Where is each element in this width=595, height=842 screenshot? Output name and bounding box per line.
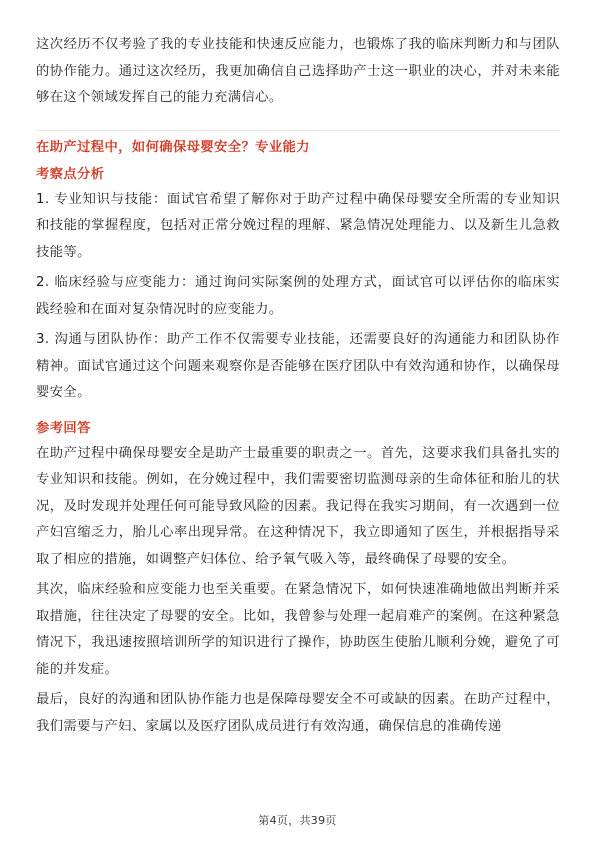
intro-paragraph: 这次经历不仅考验了我的专业技能和快速反应能力，也锻炼了我的临床判断力和与团队的协作能力。通过这次经历，我更加确信自己选择助产士这一职业的决心，并对未来能够在这个领域发挥自己的能力充满信心。: [36, 37, 560, 105]
answer-paragraph: 在助产过程中确保母婴安全是助产士最重要的职责之一。首先，这要求我们具备扎实的专业知识和技能。例如，在分娩过程中，我们需要密切监测母亲的生命体征和胎儿的状况，及时发现并处理任何可能导致风险的因素。我记得在我实习期间，有一次遇到一位产妇宫缩乏力，胎儿心率出现异常。在这种情况下，我立即通知了医生，并根据指导采取了相应的措施，如调整产妇体位、给予氧气吸入等，最终确保了母婴的安全。: [36, 445, 560, 567]
answer-paragraph: 最后，良好的沟通和团队协作能力也是保障母婴安全不可或缺的因素。在助产过程中，我们需要与产妇、家属以及医疗团队成员进行有效沟通，确保信息的准确传递: [36, 692, 560, 734]
analysis-item: 2. 临床经验与应变能力：通过询问实际案例的处理方式，面试官可以评估你的临床实践经验和在面对复杂情况时的应变能力。: [36, 275, 560, 317]
section-divider: [36, 130, 560, 131]
answer-heading: 参考回答: [36, 420, 91, 436]
document-page: [36, 32, 560, 740]
analysis-item: 3. 沟通与团队协作：助产工作不仅需要专业技能，还需要良好的沟通能力和团队协作精神。面试官通过这个问题来观察你是否能够在医疗团队中有效沟通和协作，以确保母婴安全。: [36, 332, 560, 400]
answer-paragraph: 其次，临床经验和应变能力也至关重要。在紧急情况下，如何快速准确地做出判断并采取措施，往往决定了母婴的安全。比如，我曾参与处理一起肩难产的案例。在这种紧急情况下，我迅速按照培训所学的知识进行了操作，协助医生使胎儿顺利分娩，避免了可能的并发症。: [36, 582, 560, 677]
analysis-item: 1. 专业知识与技能：面试官希望了解你对于助产过程中确保母婴安全所需的专业知识和技能的掌握程度，包括对正常分娩过程的理解、紧急情况处理能力、以及新生儿急救技能等。: [36, 191, 560, 260]
page-number-footer: 第4页，共39页: [258, 814, 337, 827]
analysis-heading: 考察点分析: [36, 166, 105, 182]
question-title: 在助产过程中，如何确保母婴安全？专业能力: [36, 139, 310, 155]
